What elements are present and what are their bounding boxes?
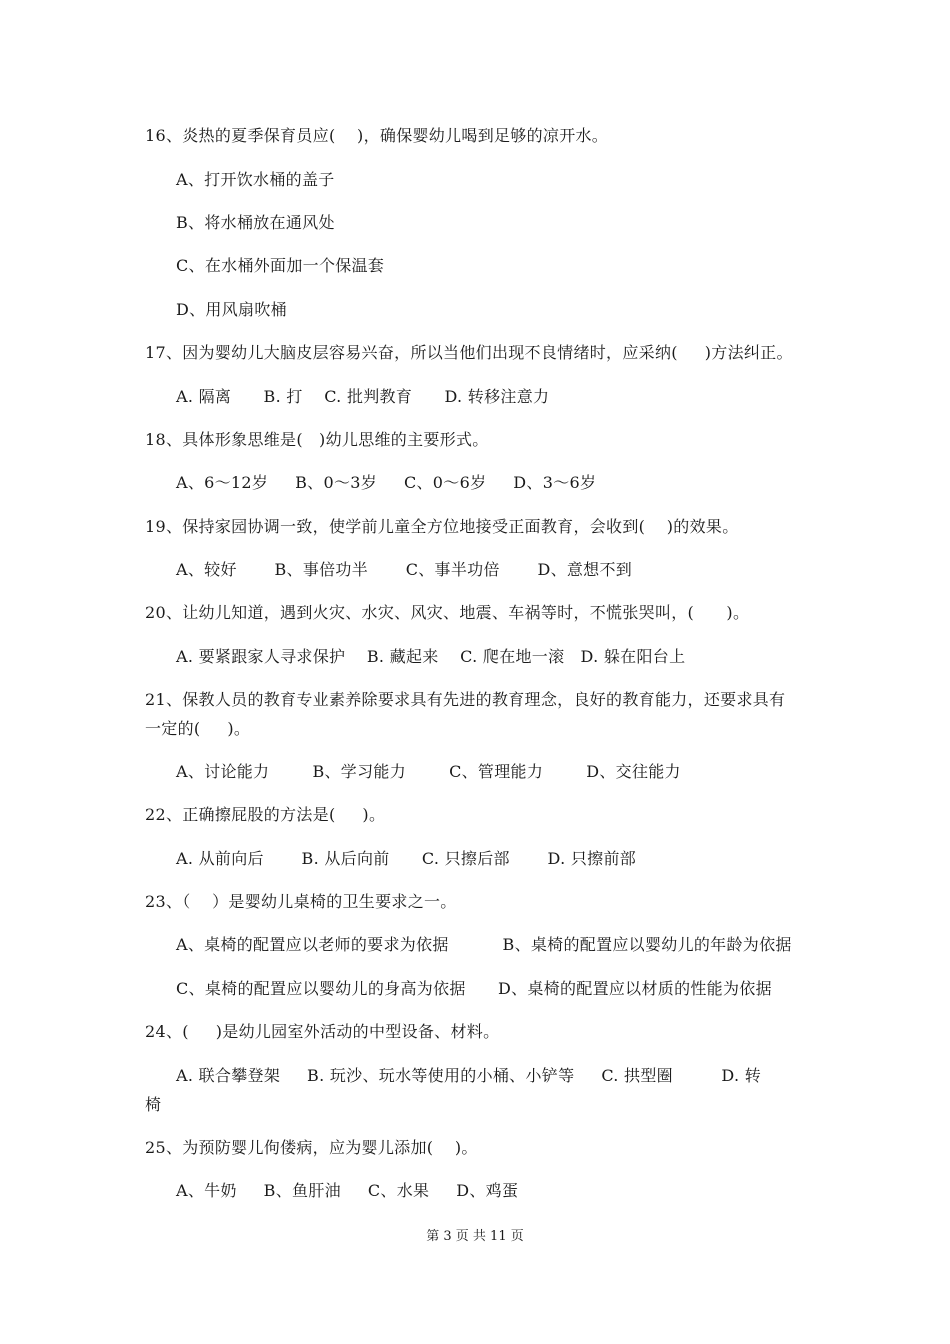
question-23-options-line-2: C、桌椅的配置应以婴幼儿的身高为依据 D、桌椅的配置应以材质的性能为依据 (176, 979, 772, 998)
question-17-options: A. 隔离 B. 打 C. 批判教育 D. 转移注意力 (176, 387, 550, 406)
question-16-option-c: C、在水桶外面加一个保温套 (176, 256, 385, 275)
question-16-option-b: B、将水桶放在通风处 (176, 213, 335, 232)
page-number-footer: 第 3 页 共 11 页 (426, 1229, 524, 1244)
question-16-option-a: A、打开饮水桶的盖子 (176, 170, 335, 189)
question-21-stem-continued: 一定的( )。 (145, 719, 251, 738)
question-24-options: A. 联合攀登架 B. 玩沙、玩水等使用的小桶、小铲等 C. 拱型圈 D. 转 (176, 1066, 762, 1085)
question-16-option-d: D、用风扇吹桶 (176, 300, 287, 319)
question-21-stem: 21、保教人员的教育专业素养除要求具有先进的教育理念，良好的教育能力，还要求具有 (145, 690, 786, 709)
question-24-stem: 24、( )是幼儿园室外活动的中型设备、材料。 (145, 1022, 500, 1041)
question-22-stem: 22、正确擦屁股的方法是( )。 (145, 805, 386, 824)
question-20-stem: 20、让幼儿知道，遇到火灾、水灾、风灾、地震、车祸等时，不慌张哭叫，( )。 (145, 603, 750, 622)
question-19-stem: 19、保持家园协调一致，使学前儿童全方位地接受正面教育，会收到( )的效果。 (145, 517, 739, 536)
question-23-stem: 23、（ ）是婴幼儿桌椅的卫生要求之一。 (145, 892, 457, 911)
question-16-stem: 16、炎热的夏季保育员应( )，确保婴幼儿喝到足够的凉开水。 (145, 126, 609, 145)
question-25-stem: 25、为预防婴儿佝偻病，应为婴儿添加( )。 (145, 1138, 478, 1157)
question-18-stem: 18、具体形象思维是( )幼儿思维的主要形式。 (145, 430, 489, 449)
question-19-options: A、较好 B、事倍功半 C、事半功倍 D、意想不到 (176, 560, 633, 579)
question-21-options: A、讨论能力 B、学习能力 C、管理能力 D、交往能力 (176, 762, 681, 781)
question-22-options: A. 从前向后 B. 从后向前 C. 只擦后部 D. 只擦前部 (176, 849, 637, 868)
question-24-options-continued: 椅 (145, 1095, 162, 1114)
question-17-stem: 17、因为婴幼儿大脑皮层容易兴奋，所以当他们出现不良情绪时，应采纳( )方法纠正。 (145, 343, 793, 362)
question-20-options: A. 要紧跟家人寻求保护 B. 藏起来 C. 爬在地一滚 D. 躲在阳台上 (176, 647, 686, 666)
question-18-options: A、6～12岁 B、0～3岁 C、0～6岁 D、3～6岁 (176, 473, 597, 492)
question-25-options: A、牛奶 B、鱼肝油 C、水果 D、鸡蛋 (176, 1181, 519, 1200)
question-23-options-line-1: A、桌椅的配置应以老师的要求为依据 B、桌椅的配置应以婴幼儿的年龄为依据 (176, 935, 792, 954)
